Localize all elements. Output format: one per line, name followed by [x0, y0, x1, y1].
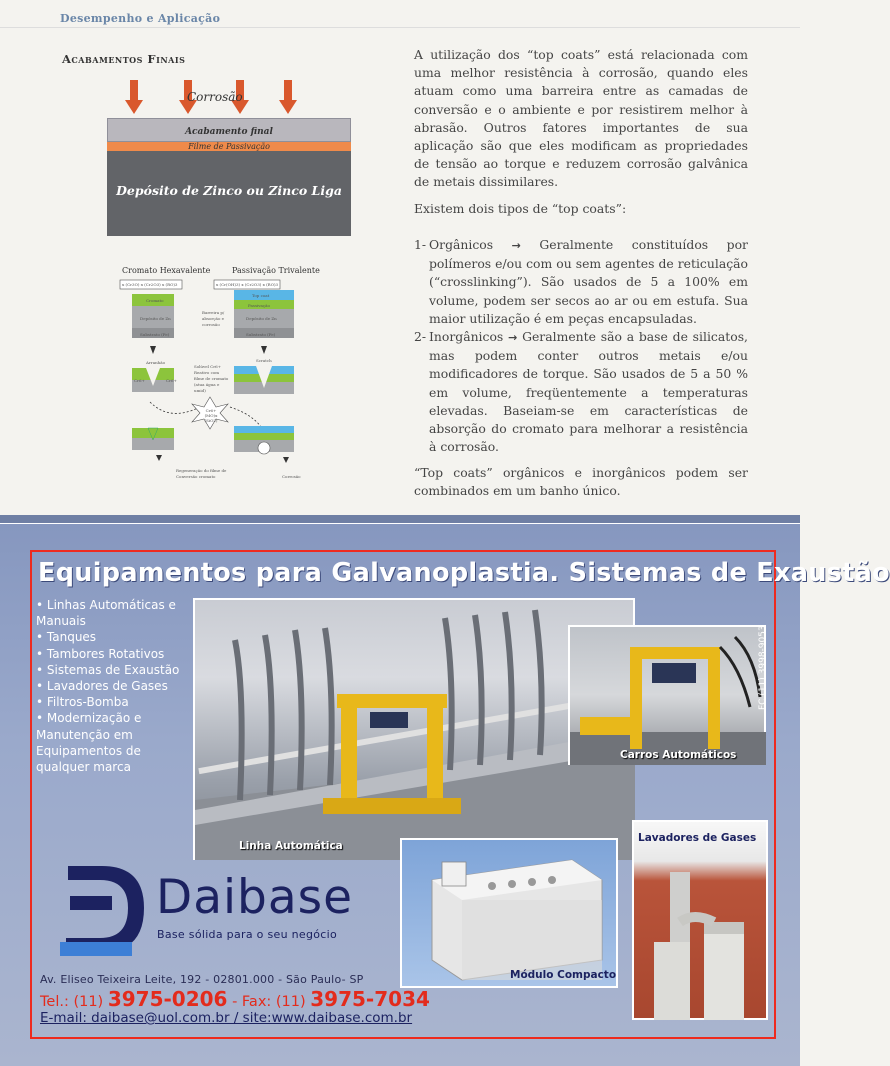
paragraph-top-coats: A utilização dos “top coats” está relacionada com uma melhor resistência à corrosão, quando eles atuam como uma barreira entre as camadas de conversão e o ambiente e por resistirem melhor à abrasão. Outros fatores importantes de sua aplicação são que eles modificam as propriedades de tensão ao torque e reduzem corrosão galvânica de metais dissimilares. [414, 47, 748, 190]
trivalent-title: Passivação Trivalente [232, 266, 320, 275]
brand-name: Daibase [156, 870, 354, 925]
list-item-organic [414, 236, 748, 328]
feature-item: • Tambores Rotativos [36, 646, 165, 661]
header-divider [0, 27, 800, 28]
arrow-right-icon: → [511, 239, 521, 252]
feature-item: • Sistemas de Exaustão [36, 662, 180, 677]
right-step-label: Scratch [256, 358, 272, 363]
corrosion-arrow-icon [279, 80, 297, 116]
carts-illustration [570, 627, 766, 765]
email-website-link[interactable]: E-mail: daibase@uol.com.br / site:www.daibase.com.br [40, 1010, 413, 1026]
caption-automatic-carts: Carros Automáticos [620, 749, 737, 761]
burst-text: Cr6+ (MO)x (SiO2) [204, 408, 218, 423]
list-text: Geralmente constituídos por polímeros e/ou com ou sem agentes de reticulação (“crosslinking”). São usados de 5 a 100% em volume, podem ser secos ao ar ou em estufa. Sua maior utilização é em peças encapsuladas. [429, 237, 748, 326]
final-finish-layer: Acabamento final [107, 118, 351, 142]
photo-compact-module [400, 838, 618, 988]
list-term: Orgânicos [429, 237, 494, 252]
right-passivation-label: Passivação [248, 303, 270, 308]
topcoat-layer-label: Top coat [252, 293, 270, 298]
trivalent-formula: x (Cr(OH)3) x (Cr2O3) x (RO)3 [216, 282, 279, 287]
left-step-label: Arranhão [146, 360, 166, 365]
daibase-logo-icon [58, 862, 150, 962]
passivation-layer: Filme de Passivação [107, 142, 351, 151]
left-deposit-label: Depósito de Zn [140, 316, 171, 321]
paragraph-types: Existem dois tipos de “top coats”: [414, 201, 627, 216]
left-substrate-label: Substrato (Fe) [140, 332, 170, 337]
corrosion-label: Corrosão [187, 90, 243, 104]
list-number: 2- [414, 329, 427, 344]
hexavalent-formula: x (Cr3O) x (Cr2O3) x (RO)3 [122, 282, 178, 287]
right-deposit-label: Depósito de Zn [246, 316, 277, 321]
article-title-text: Acabamentos Finais [62, 52, 186, 66]
corrosion-arrow-icon [125, 80, 143, 116]
fax-number: 3975-7034 [310, 987, 430, 1011]
article-title [62, 52, 185, 66]
ad-headline: Equipamentos para Galvanoplastia. Sistemas de Exaustão [38, 558, 890, 588]
soluble-note: Solúvel Cr6+ Reativo com filme de cromato (atua água e umid) [194, 364, 229, 393]
ion-right-label: Cr6+ [166, 378, 177, 383]
list-item-inorganic [414, 328, 748, 456]
feature-item: • Tanques [36, 630, 97, 645]
scrubbers-illustration [634, 822, 768, 1020]
paragraph-combined: “Top coats” orgânicos e inorgânicos podem ser combinados em um banho único. [414, 465, 748, 499]
section-header: Desempenho e Aplicação [60, 12, 221, 25]
caption-gas-scrubbers: Lavadores de Gases [638, 832, 757, 844]
regeneration-caption: Regeneração do filme de Conversão cromato [176, 468, 227, 479]
zinc-deposit-layer: Depósito de Zinco ou Zinco Liga [107, 151, 351, 236]
caption-automatic-line: Linha Automática [239, 840, 343, 852]
barrier-note: Barreira p/ absorção e corrosão [202, 310, 225, 327]
photo-automatic-carts [568, 625, 766, 765]
photo-gas-scrubbers [632, 820, 768, 1020]
feature-item: • Lavadores de Gases [36, 679, 168, 694]
feature-item: • Linhas Automáticas e Manuais [36, 598, 176, 629]
brand-tagline: Base sólida para o seu negócio [157, 928, 338, 941]
fax-label: - Fax: (11) [232, 994, 306, 1010]
tel-number: 3975-0206 [107, 987, 228, 1011]
list-text: Geralmente são a base de silicatos, mas podem conter outros metais e/ou modificadores de torque. São usados de 5 a 50 % em volume, freqüentemente a temperaturas elevadas. Baseiam-se em características de absorção do cromato para melhorar a resistência à corrosão. [429, 329, 748, 455]
compact-module-illustration [402, 840, 618, 988]
caption-compact-module: Módulo Compacto [510, 969, 617, 981]
feature-list [36, 597, 186, 775]
tel-label: Tel.: (11) [40, 994, 104, 1010]
list-term: Inorgânicos [429, 329, 504, 344]
phone-line [40, 987, 430, 1011]
feature-item: • Modernização e Manutenção em Equipamentos de qualquer marca [36, 711, 142, 775]
page-divider [0, 515, 800, 523]
right-substrate-label: Substrato (Fe) [246, 332, 276, 337]
feature-item: • Filtros-Bomba [36, 695, 129, 710]
cromato-layer-label: Cromato [146, 298, 164, 303]
corrosion-layers-diagram [107, 80, 351, 236]
corrosion-caption: Corrosão [282, 474, 301, 479]
arrow-right-icon: → [508, 331, 518, 344]
chromate-comparison-diagram [110, 262, 330, 490]
ad-code: FC (11) 3998-9053 [758, 625, 768, 710]
ion-left-label: Cr6+ [134, 378, 145, 383]
list-number: 1- [414, 237, 427, 252]
hexavalent-title: Cromato Hexavalente [122, 266, 211, 275]
company-address: Av. Eliseo Teixeira Leite, 192 - 02801.000 - São Paulo- SP [40, 973, 364, 986]
